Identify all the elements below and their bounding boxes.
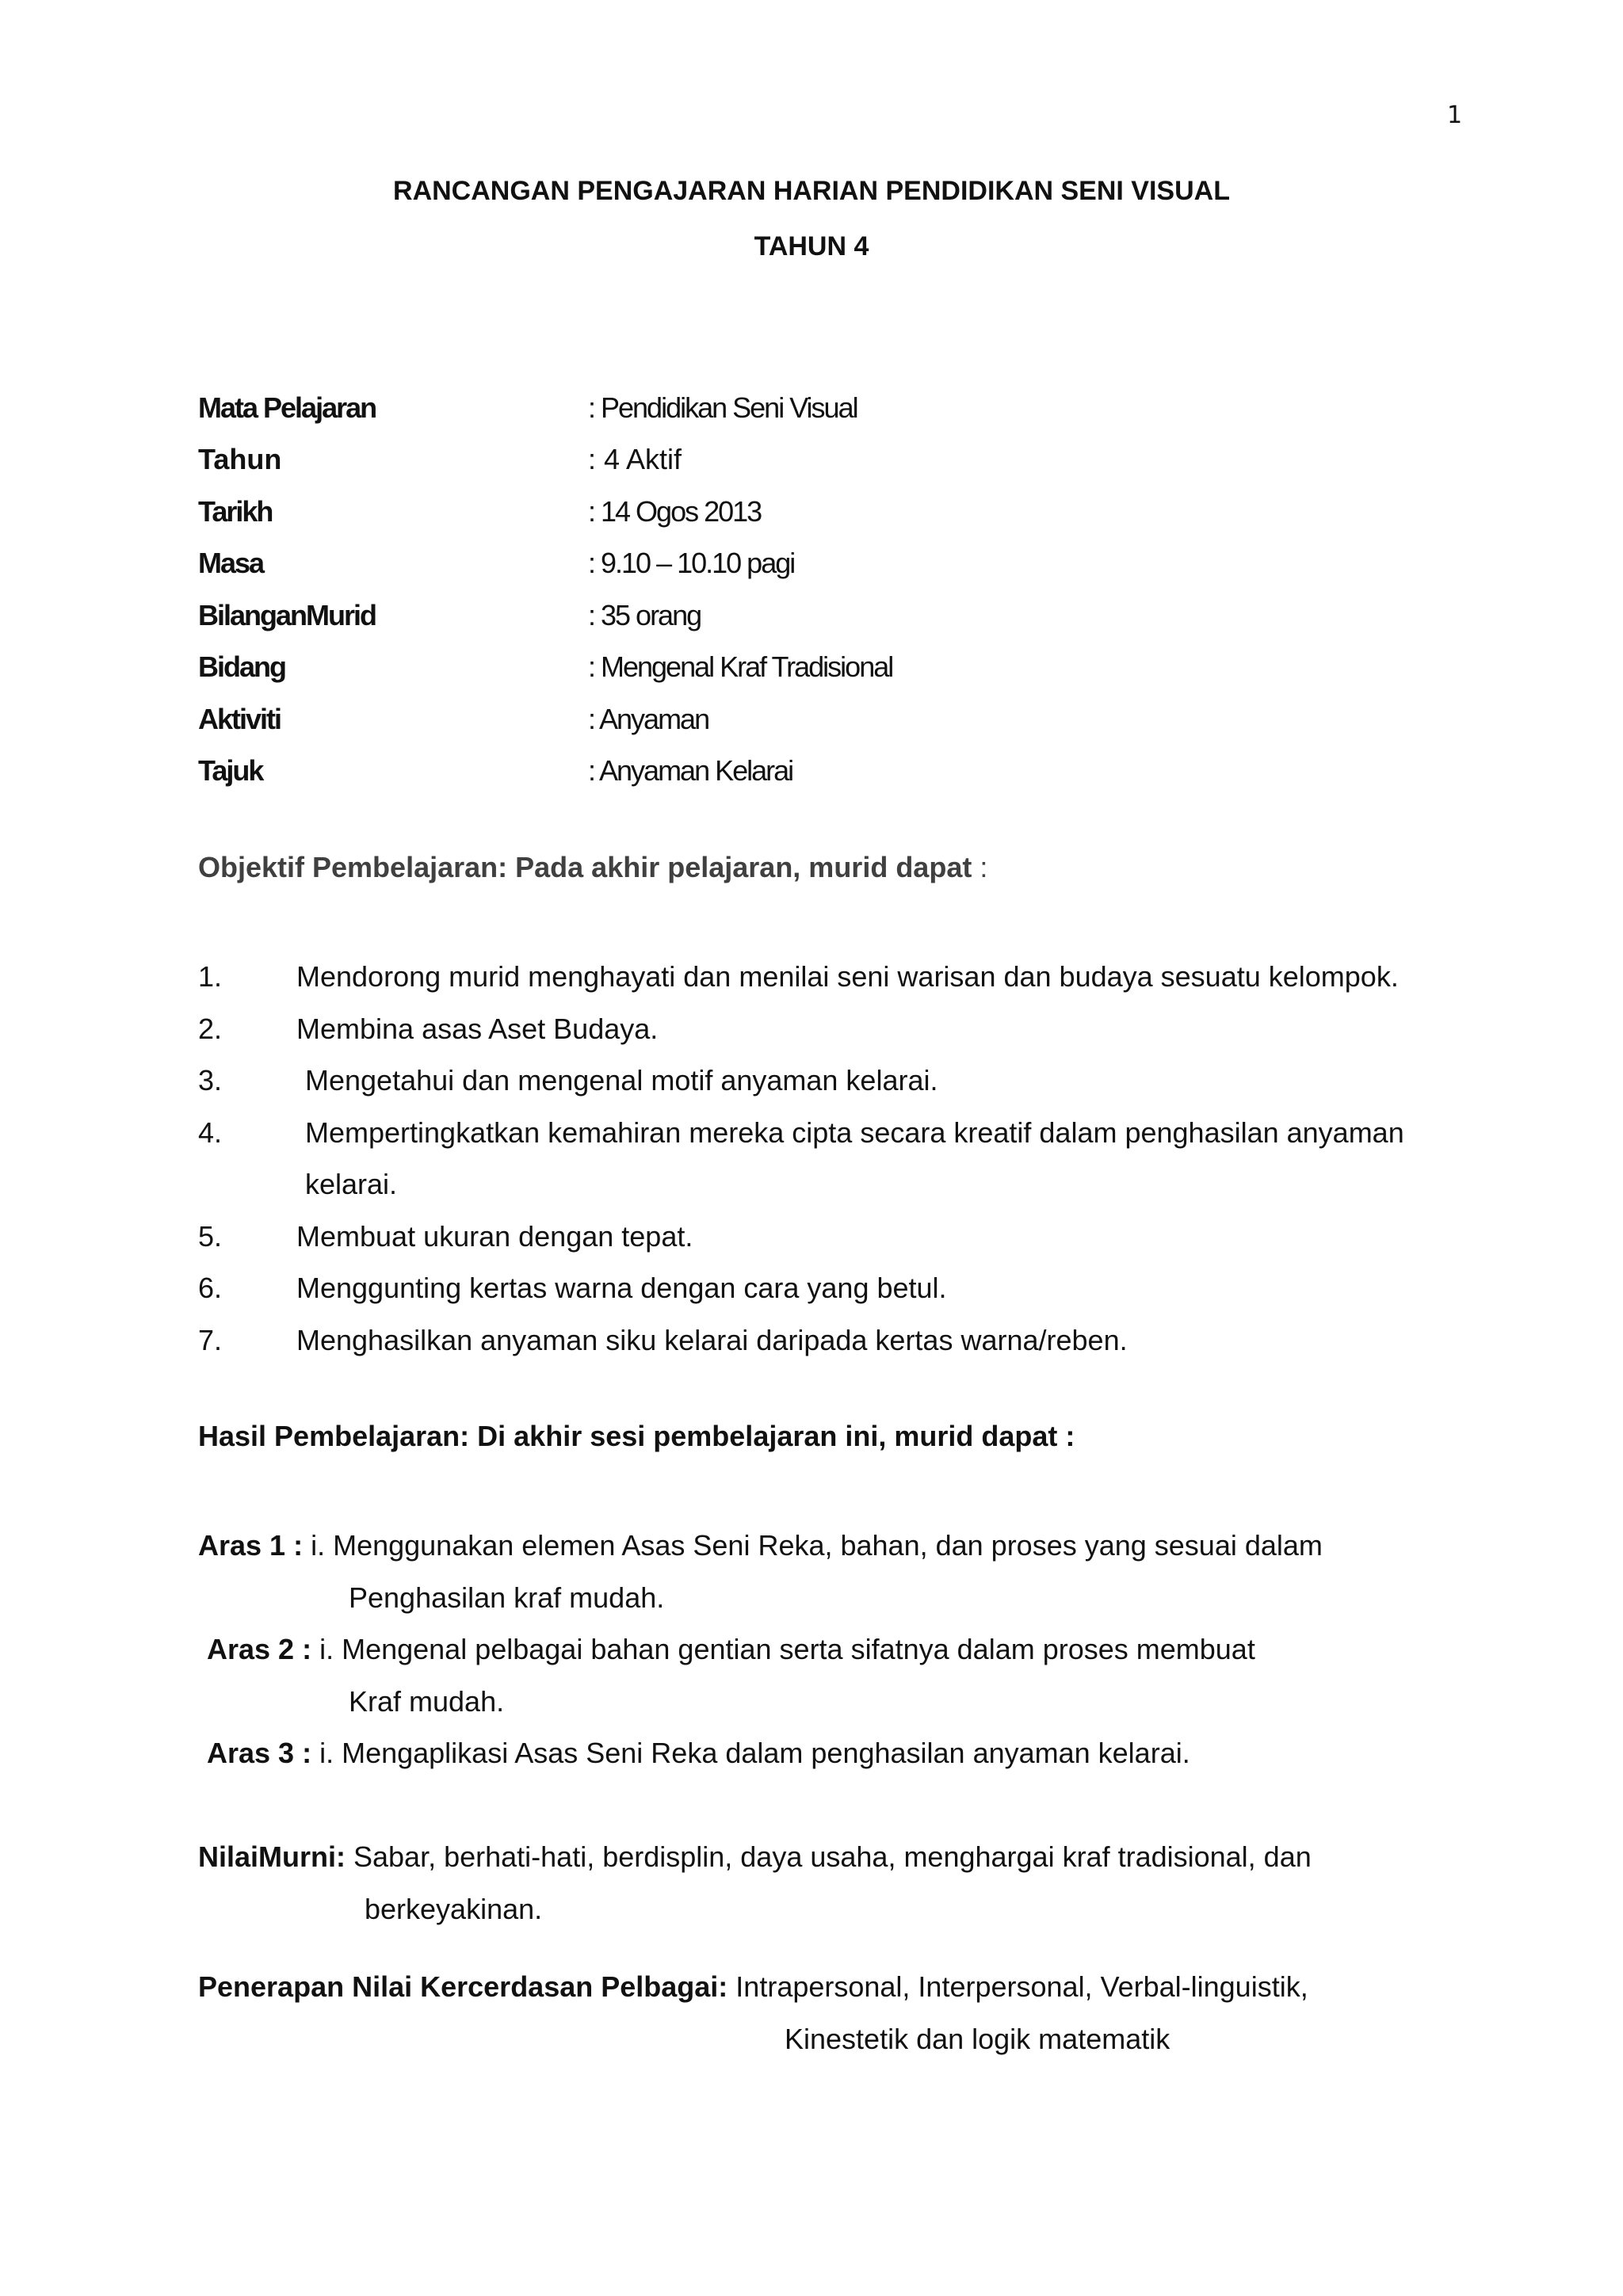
list-item: [198, 1314, 1482, 1367]
page-number: 1: [1447, 101, 1463, 129]
list-item-text: Menghasilkan anyaman siku kelarai daripada kertas warna/reben.: [296, 1323, 1128, 1356]
list-item-text: Membuat ukuran dengan tepat.: [296, 1219, 693, 1253]
info-value: : Mengenal Kraf Tradisional: [588, 650, 893, 684]
list-item: [198, 1211, 1482, 1263]
aras-1: [198, 1520, 1482, 1623]
nilai-text-continuation: berkeyakinan.: [365, 1892, 543, 1925]
list-item: [198, 1262, 1482, 1314]
list-item-number: 7.: [198, 1323, 223, 1356]
document-subtitle: TAHUN 4: [754, 231, 869, 261]
penerapan-text: Intrapersonal, Interpersonal, Verbal-linguistik,: [727, 1970, 1308, 2003]
list-item: [198, 1107, 1482, 1159]
info-row-mata-pelajaran: [198, 382, 1466, 434]
info-row-masa: [198, 538, 1466, 590]
nilai-text: Sabar, berhati-hati, berdisplin, daya usaha, menghargai kraf tradisional, dan: [346, 1840, 1312, 1873]
info-value: : 14 Ogos 2013: [588, 494, 762, 528]
penerapan-label: Penerapan Nilai Kercerdasan Pelbagai:: [198, 1970, 728, 2003]
aras-text-continuation: Penghasilan kraf mudah.: [349, 1581, 665, 1614]
list-item-text: kelarai.: [305, 1168, 398, 1200]
objective-heading-text: Objektif Pembelajaran: Pada akhir pelajaran, murid dapat: [198, 851, 972, 883]
aras-label: Aras 3 :: [207, 1737, 312, 1769]
info-row-tahun: [198, 434, 1466, 486]
list-item-number: 1.: [198, 960, 223, 993]
info-row-aktiviti: [198, 693, 1466, 746]
nilai-label: NilaiMurni:: [198, 1840, 346, 1873]
info-label: Tahun: [198, 443, 282, 476]
info-value: : Anyaman Kelarai: [588, 754, 793, 788]
list-item-number: 4.: [198, 1116, 223, 1149]
list-item: [198, 1055, 1482, 1107]
info-value: : 35 orang: [588, 598, 701, 631]
document-title: RANCANGAN PENGAJARAN HARIAN PENDIDIKAN SENI VISUAL: [393, 176, 1230, 206]
penerapan-nilai: [198, 1961, 1506, 2065]
list-item-number: 3.: [198, 1064, 223, 1097]
info-label: BilanganMurid: [198, 598, 376, 631]
info-value: : 9.10 – 10.10 pagi: [588, 547, 795, 580]
objective-list: [198, 951, 1482, 1366]
objective-heading-colon: :: [972, 851, 988, 883]
aras-3: [207, 1727, 1491, 1779]
aras-2: [207, 1623, 1491, 1727]
list-item-text: Mempertingkatkan kemahiran mereka cipta secara kreatif dalam penghasilan anyaman: [305, 1116, 1404, 1149]
info-label: Tajuk: [198, 754, 263, 788]
aras-text: i. Mengenal pelbagai bahan gentian serta sifatnya dalam proses membuat: [311, 1633, 1255, 1665]
info-row-bidang: [198, 642, 1466, 694]
aras-text-continuation: Kraf mudah.: [349, 1684, 505, 1718]
info-label: Tarikh: [198, 494, 273, 528]
info-row-tajuk: [198, 746, 1466, 798]
list-item-text: Menggunting kertas warna dengan cara yang betul.: [296, 1272, 947, 1304]
aras-text: i. Mengaplikasi Asas Seni Reka dalam penghasilan anyaman kelarai.: [311, 1737, 1190, 1769]
list-item-text: Mendorong murid menghayati dan menilai seni warisan dan budaya sesuatu kelompok.: [296, 960, 1399, 993]
list-item-text: Membina asas Aset Budaya.: [296, 1012, 659, 1045]
penerapan-text-continuation: Kinestetik dan logik matematik: [785, 2022, 1170, 2055]
list-item-number-spacer: [198, 1158, 296, 1211]
info-label: Aktiviti: [198, 702, 281, 735]
list-item-number: 2.: [198, 1012, 223, 1045]
aras-label: Aras 2 :: [207, 1633, 312, 1665]
list-item: [198, 951, 1482, 1003]
list-item: [198, 1003, 1482, 1055]
list-item-continuation: [198, 1158, 1482, 1211]
objective-heading: [198, 851, 987, 884]
list-item-text: Mengetahui dan mengenal motif anyaman kelarai.: [305, 1064, 938, 1097]
outcome-heading: Hasil Pembelajaran: Di akhir sesi pembelajaran ini, murid dapat :: [198, 1420, 1075, 1452]
info-row-bilangan-murid: [198, 589, 1466, 642]
list-item-number: 6.: [198, 1272, 223, 1304]
lesson-info-table: [198, 382, 1466, 797]
info-row-tarikh: [198, 486, 1466, 538]
list-item-number: 5.: [198, 1219, 223, 1253]
aras-label: Aras 1 :: [198, 1529, 304, 1562]
info-label: Bidang: [198, 650, 285, 684]
info-value: : 4 Aktif: [588, 443, 682, 476]
nilai-murni: [198, 1831, 1482, 1935]
info-label: Masa: [198, 547, 264, 580]
info-value: : Anyaman: [588, 702, 709, 735]
info-label: Mata Pelajaran: [198, 391, 376, 424]
info-value: : Pendidikan Seni Visual: [588, 391, 857, 424]
aras-text: i. Menggunakan elemen Asas Seni Reka, bahan, dan proses yang sesuai dalam: [303, 1529, 1323, 1562]
